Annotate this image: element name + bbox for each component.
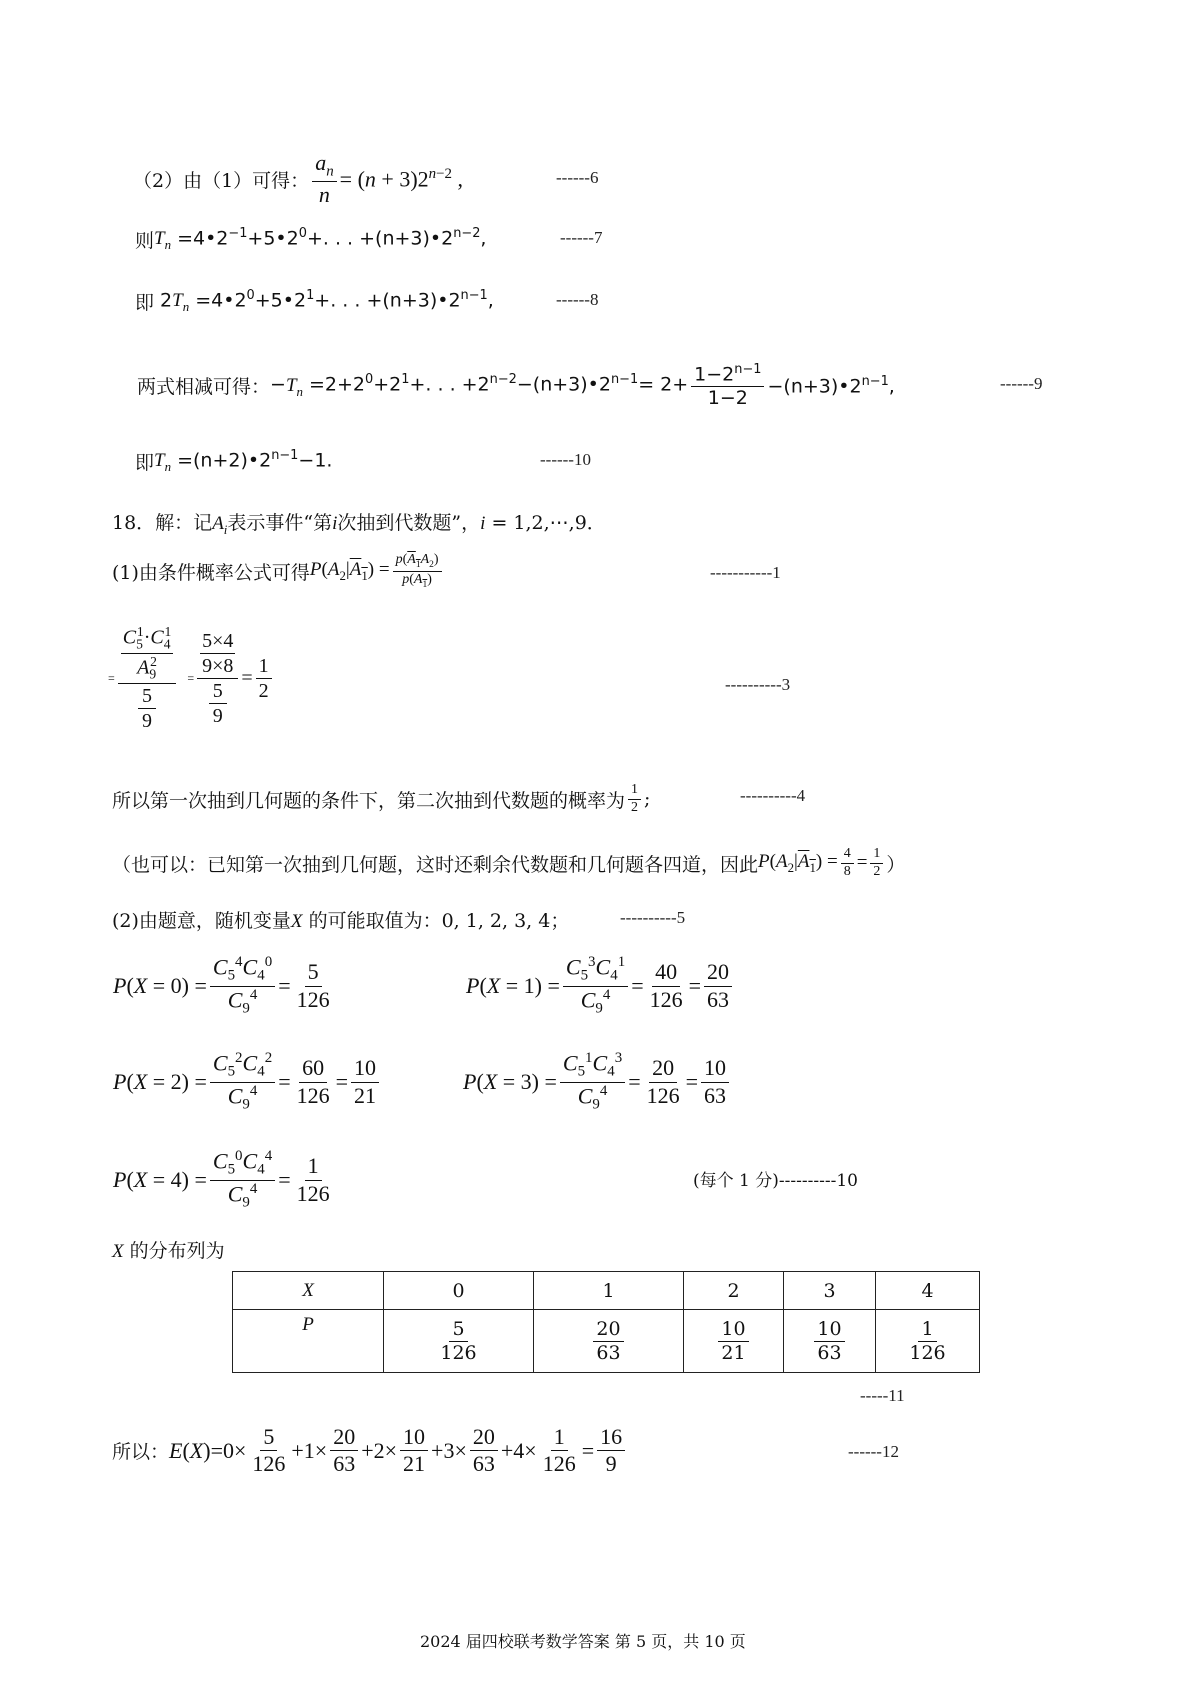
table-header-1: 1 [534,1272,684,1310]
score-10: ------10 [540,450,591,469]
page-footer: 2024 届四校联考数学答案 第 5 页，共 10 页 [420,1632,746,1651]
e-f1: $\frac{5}{126}$ [252,1424,286,1477]
conclusion-text: 所以第一次抽到几何题的条件下，第二次抽到代数题的概率为 [112,789,626,812]
expect-formula: E(X)=0× [169,1437,247,1463]
line10-prefix: 即 [135,452,155,475]
line-10 [135,448,332,475]
score-9: ------9 [1000,374,1043,393]
px4: P(X = 4) = $\frac{C_5^0C_4^4}{C_9^4}$ = $\frac{1}{126}$ [113,1148,336,1212]
score-3: ----------3 [725,675,791,694]
cell-num: 10 [814,1318,844,1342]
px2-raw: $\frac{60}{126}$ [296,1055,330,1108]
table-row-label: P [233,1310,384,1373]
score-11: -----11 [860,1386,905,1405]
intro-c: 次抽到代数题”， [337,512,481,534]
eq-10: $T_n$ $=(n+2)•2^{n-1}-1$. [154,448,333,475]
alt-line: （也可以：已知第一次抽到几何题，这时还剩余代数题和几何题各四道，因此 $P(A_2|A_1)$ = $\frac{4}{8}$ = $\frac{1}{2}$ ） [112,846,906,879]
px3: P(X = 3) = $\frac{C_5^1C_4^3}{C_9^4}$ = $\frac{20}{126}$ = $\frac{10}{63}$ [463,1050,732,1114]
eq-8: $2T_n$ $=4•2^0+5•2^1+$. . . $+(n+3)•2^{n-1}$, [154,288,494,315]
px4-comb: $\frac{C_5^0C_4^4}{C_9^4}$ [210,1148,275,1212]
score-4: ----------4 [740,786,806,805]
compound-fraction-line: = $C_5^1\cdot C_4^1$ $A_9^2$ 5 9 = 5×4 9×8 5 9 = $\frac{1}{2}$ [108,624,275,733]
px0: P(X = 0) = $\frac{C_5^4C_4^0}{C_9^4}$ = $\frac{5}{126}$ [113,954,336,1018]
px1-raw: $\frac{40}{126}$ [649,959,683,1012]
e-f5: $\frac{1}{126}$ [542,1424,576,1477]
px0-comb: $\frac{C_5^4C_4^0}{C_9^4}$ [210,954,275,1018]
line8-prefix: 即 [135,292,155,315]
q18-intro: 18．解：记$A_i$表示事件“第i次抽到代数题”，i = 1,2,⋯,9． [112,512,606,537]
table-header-2: 2 [684,1272,784,1310]
cell-num: 20 [593,1318,623,1342]
cell-den: 63 [817,1341,842,1364]
table-cell [876,1310,980,1373]
expect-line: 所以： E(X)=0× $\frac{5}{126}$ +1× $\frac{20}{63}$ +2× $\frac{10}{21}$ +3× $\frac{20}{63}$ +4× $\frac{1}{126}$ = $\frac{16}{9}$ [112,1424,628,1478]
table-header-x: X [233,1272,384,1310]
table-header-4: 4 [876,1272,980,1310]
cell-den: 126 [440,1341,477,1364]
table-cell [684,1310,784,1373]
intro-b: 表示事件“第 [227,512,333,534]
px1-val: $\frac{20}{63}$ [704,959,732,1013]
score-12: ------12 [848,1442,899,1461]
cell-den: 21 [721,1341,746,1364]
cell-den: 126 [909,1341,946,1364]
table-header-3: 3 [784,1272,876,1310]
cell-num: 5 [449,1318,467,1342]
line-6 [133,150,463,209]
e-f2: $\frac{20}{63}$ [330,1424,358,1478]
cell-num: 10 [718,1318,748,1342]
score-8: ------8 [556,290,599,309]
px0-val: $\frac{5}{126}$ [296,959,330,1012]
table-header-row [233,1272,980,1310]
p1-label: (1)由条件概率公式可得 [112,562,310,585]
alt-1-2: $\frac{1}{2}$ [870,846,883,881]
intro-d: = 1,2,⋯,9． [491,512,606,534]
part2-label: （2）由（1）可得： [133,169,310,192]
table-cell [534,1310,684,1373]
line7-prefix: 则 [135,230,155,253]
eq-6: = $(n + 3)2^{n-2}$ , [339,166,464,192]
p2-label: (2)由题意，随机变量 [112,910,291,932]
cell-num: 1 [918,1318,936,1342]
e-result: $\frac{16}{9}$ [597,1424,625,1478]
e-f4: $\frac{20}{63}$ [470,1424,498,1478]
alt-text: （也可以：已知第一次抽到几何题，这时还剩余代数题和几何题各四道，因此 [112,853,759,876]
p2-label-b: 的可能取值为：0, 1, 2, 3, 4； [308,910,570,932]
eq-7: $T_n$ $=4•2^{-1}+5•2^0+$. . . $+(n+3)•2^{n-2}$, [154,226,487,253]
expect-label: 所以： [112,1441,170,1464]
score-6: ------6 [556,168,599,187]
table-cell [784,1310,876,1373]
eq-9b: $-(n+3)•2^{n-1}$, [767,374,895,398]
conclusion-half: $\frac{1}{2}$ [628,782,641,817]
px3-val: $\frac{10}{63}$ [701,1055,729,1109]
dist-label: 的分布列为 [129,1240,225,1262]
score-1: -----------1 [710,563,781,582]
cell-den: 63 [596,1341,621,1364]
px2: P(X = 2) = $\frac{C_5^2C_4^2}{C_9^4}$ = $\frac{60}{126}$ = $\frac{10}{21}$ [113,1050,382,1114]
frac-5x4-9x8: 5×4 9×8 5 9 [197,629,238,728]
line-9 [137,362,895,410]
frac-half: $\frac{1}{2}$ [256,654,272,703]
p1-formula: $P(A_2|A_1)$ = [309,559,390,584]
each-point-score: (每个 1 分)----------10 [693,1171,858,1191]
line9-prefix: 两式相减可得： [137,376,271,399]
e-f3: $\frac{10}{21}$ [400,1424,428,1478]
p1-line [112,552,445,591]
table-row-p [233,1310,980,1373]
px2-comb: $\frac{C_5^2C_4^2}{C_9^4}$ [210,1050,275,1114]
dist-label-line: X 的分布列为 [112,1240,225,1262]
px4-val: $\frac{1}{126}$ [296,1153,330,1206]
line-7 [135,226,486,253]
alt-close: ） [886,853,906,876]
p2-line: (2)由题意，随机变量X 的可能取值为：0, 1, 2, 3, 4； [112,910,570,932]
px1: P(X = 1) = $\frac{C_5^3C_4^1}{C_9^4}$ = $\frac{40}{126}$ = $\frac{20}{63}$ [466,954,735,1018]
eq-9: $-T_n =2+2^0+2^1+$. . . $+2^{n-2}-(n+3)•2^{n-1}= 2+$ [270,372,689,399]
geo-sum-fraction: $\frac{1-2^{n-1}}{1-2}$ [691,362,764,410]
px2-val: $\frac{10}{21}$ [351,1055,379,1109]
table-cell [384,1310,534,1373]
p1-fraction: $\frac{p(A_1A_2)}{p(A_1)}$ [393,552,442,591]
alt-formula: $P(A_2|A_1)$ = [758,850,838,875]
frac-c5c4-a9: $C_5^1\cdot C_4^1$ $A_9^2$ 5 9 [118,624,177,733]
line-8 [135,288,494,315]
table-header-0: 0 [384,1272,534,1310]
score-5: ----------5 [620,908,686,927]
px1-comb: $\frac{C_5^3C_4^1}{C_9^4}$ [563,954,628,1018]
conclusion-line: 所以第一次抽到几何题的条件下，第二次抽到代数题的概率为 $\frac{1}{2}$ ; [112,782,651,815]
distribution-table [232,1271,980,1373]
px3-raw: $\frac{20}{126}$ [646,1055,680,1108]
an-over-n: $\frac{a_n}{n}$ [312,150,336,209]
intro-a: 18．解：记 [112,512,213,534]
px3-comb: $\frac{C_5^1C_4^3}{C_9^4}$ [560,1050,625,1114]
score-7: ------7 [560,228,603,247]
alt-4-8: $\frac{4}{8}$ [841,846,854,881]
